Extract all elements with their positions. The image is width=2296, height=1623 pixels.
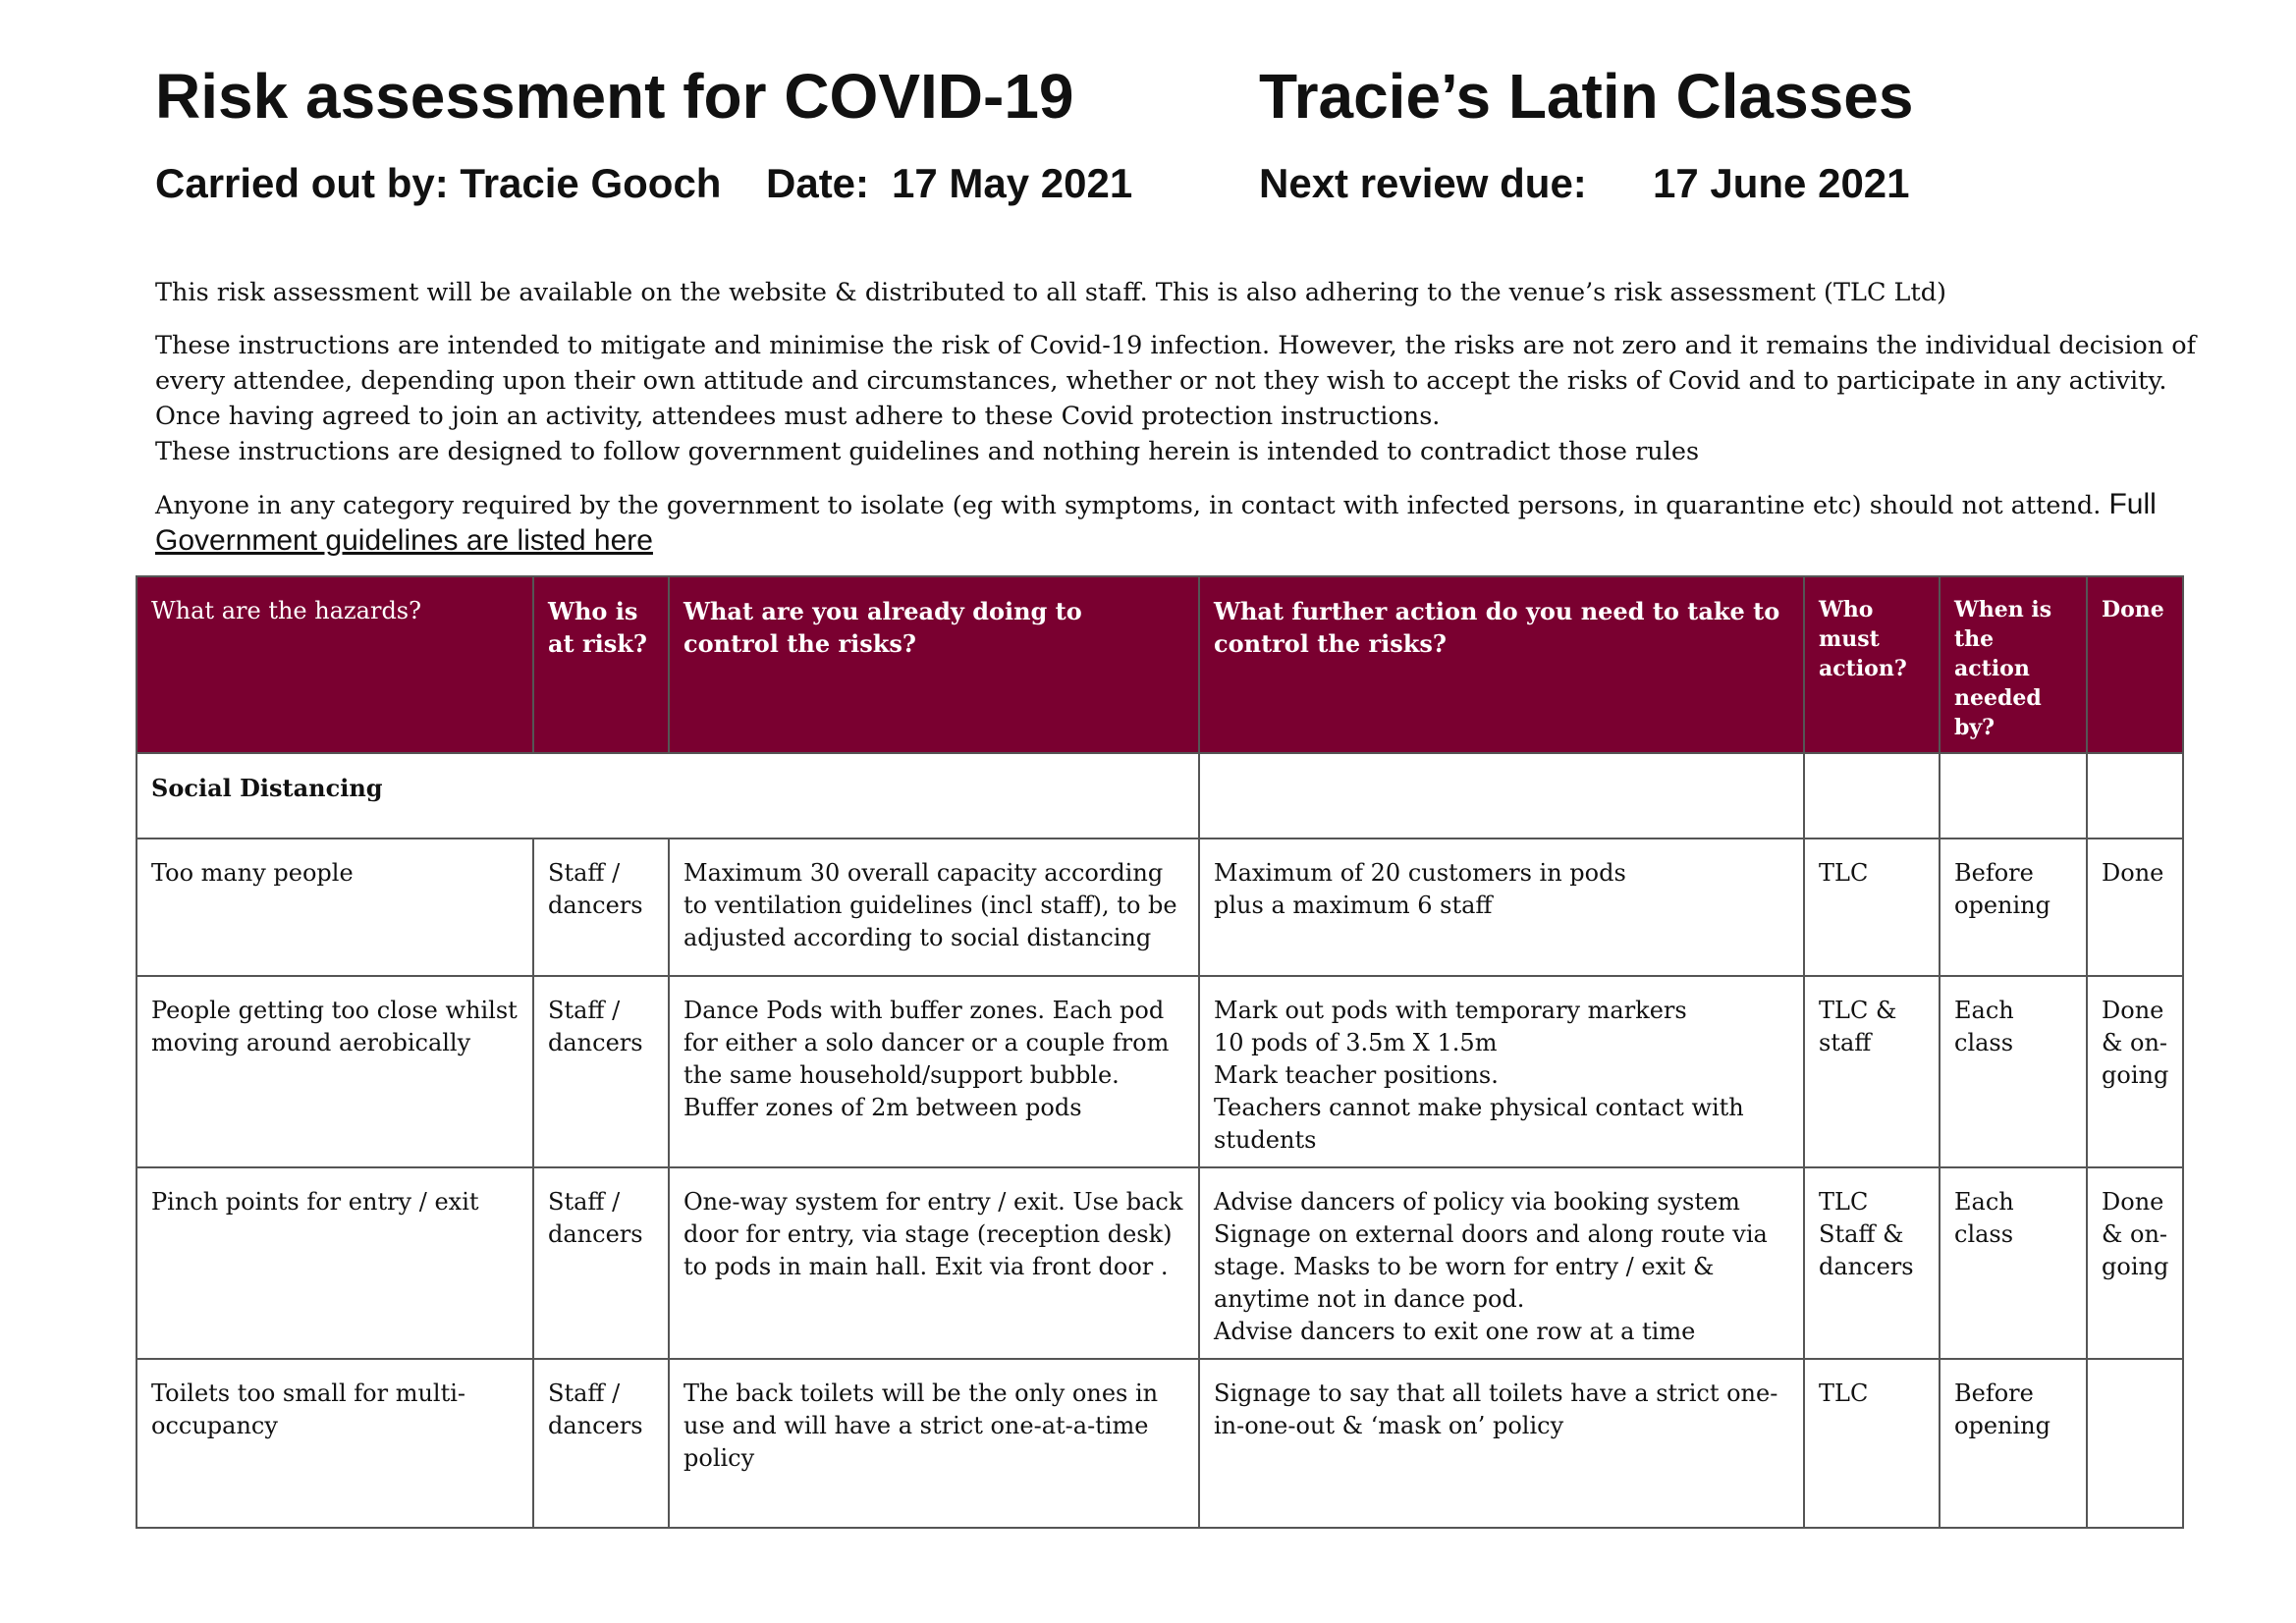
header-when-needed: When is the action needed by? <box>1940 576 2087 753</box>
current-controls-cell: Dance Pods with buffer zones. Each pod for either a solo dancer or a couple from the same household/support bubble. Buffer zones of 2m between pods <box>669 976 1199 1167</box>
further-action-line: Mark teacher positions. <box>1214 1061 1499 1089</box>
hazard-cell: People getting too close whilst moving around aerobically <box>137 976 533 1167</box>
table-row <box>137 976 2183 1167</box>
who-at-risk-cell: Staff / dancers <box>533 976 669 1167</box>
current-controls-cell: The back toilets will be the only ones in use and will have a strict one-at-a-time policy <box>669 1359 1199 1528</box>
intro-text: Anyone in any category required by the government to isolate (eg with symptoms, in contact with infected persons, in quarantine etc) should not attend. <box>155 491 2102 520</box>
risk-assessment-table <box>136 575 2184 1529</box>
government-guidelines-link[interactable]: Government guidelines are listed here <box>155 524 653 557</box>
header-who-must-action: Who must action? <box>1804 576 1940 753</box>
further-action-line: Mark out pods with temporary markers <box>1214 997 1687 1024</box>
when-needed-cell: Before opening <box>1940 839 2087 976</box>
who-must-action-cell: TLC <box>1804 1359 1940 1528</box>
further-action-line: Teachers cannot make physical contact with students <box>1214 1094 1744 1154</box>
further-action-line: 10 pods of 3.5m X 1.5m <box>1214 1029 1498 1056</box>
who-must-action-cell: TLC Staff & dancers <box>1804 1167 1940 1359</box>
empty-cell <box>1804 753 1940 839</box>
intro-text-full: Full <box>2108 488 2157 520</box>
intro-paragraph-instructions <box>155 328 2198 469</box>
done-cell: Done <box>2087 839 2183 976</box>
further-action-line: plus a maximum 6 staff <box>1214 892 1493 919</box>
intro-text: These instructions are intended to mitigate and minimise the risk of Covid-19 infection. However, the risks are not zero and it remains the individual decision of every attendee, depending upon their own attitude and circumstances, whether or not they wish to accept the risks of Covid and to participate in any activity. Once having agreed to join an activity, attendees must adhere to these Covid protection instructions. <box>155 331 2197 431</box>
table-header-row <box>137 576 2183 753</box>
header-hazards: What are the hazards? <box>137 576 533 753</box>
intro-paragraph-availability <box>155 275 2198 310</box>
further-action-line: Signage on external doors and along route via stage. Masks to be worn for entry / exit & anytime not in dance pod. <box>1214 1220 1768 1313</box>
done-cell: Done & on-going <box>2087 1167 2183 1359</box>
done-cell <box>2087 1359 2183 1528</box>
empty-cell <box>1940 753 2087 839</box>
when-needed-cell: Each class <box>1940 1167 2087 1359</box>
who-must-action-cell: TLC <box>1804 839 1940 976</box>
empty-cell <box>1199 753 1804 839</box>
who-at-risk-cell: Staff / dancers <box>533 839 669 976</box>
who-must-action-cell: TLC & staff <box>1804 976 1940 1167</box>
further-action-line: Advise dancers to exit one row at a time <box>1214 1318 1696 1345</box>
date-label: Date: <box>766 160 870 206</box>
further-action-cell <box>1199 839 1804 976</box>
section-row <box>137 753 2183 839</box>
when-needed-cell: Each class <box>1940 976 2087 1167</box>
hazard-cell: Pinch points for entry / exit <box>137 1167 533 1359</box>
next-review-value: 17 June 2021 <box>1653 160 1910 206</box>
further-action-cell <box>1199 976 1804 1167</box>
who-at-risk-cell: Staff / dancers <box>533 1167 669 1359</box>
intro-text: These instructions are designed to follow government guidelines and nothing herein is intended to contradict those rules <box>155 437 1700 466</box>
when-needed-cell: Before opening <box>1940 1359 2087 1528</box>
further-action-cell <box>1199 1359 1804 1528</box>
table-row <box>137 1359 2183 1528</box>
further-action-cell <box>1199 1167 1804 1359</box>
further-action-line: Signage to say that all toilets have a strict one-in-one-out & ‘mask on’ policy <box>1214 1380 1778 1439</box>
header-current-controls: What are you already doing to control the risks? <box>669 576 1199 753</box>
done-cell: Done & on-going <box>2087 976 2183 1167</box>
current-controls-cell: One-way system for entry / exit. Use back door for entry, via stage (reception desk) to pods in main hall. Exit via front door . <box>669 1167 1199 1359</box>
header-further-action: What further action do you need to take to control the risks? <box>1199 576 1804 753</box>
current-controls-cell: Maximum 30 overall capacity according to ventilation guidelines (incl staff), to be adjusted according to social distancing <box>669 839 1199 976</box>
date-value: 17 May 2021 <box>892 160 1133 206</box>
next-review-label: Next review due: <box>1259 160 1587 206</box>
carried-out-by: Carried out by: Tracie Gooch <box>155 160 722 206</box>
table-row <box>137 839 2183 976</box>
hazard-cell: Toilets too small for multi-occupancy <box>137 1359 533 1528</box>
hazard-cell: Too many people <box>137 839 533 976</box>
further-action-line: Maximum of 20 customers in pods <box>1214 859 1626 887</box>
document-title: Risk assessment for COVID-19 <box>155 61 1074 132</box>
intro-paragraph-isolation <box>155 487 2198 560</box>
empty-cell <box>2087 753 2183 839</box>
intro-text: This risk assessment will be available on the website & distributed to all staff. This is also adhering to the venue’s risk assessment (TLC Ltd) <box>155 278 1947 307</box>
organisation-title: Tracie’s Latin Classes <box>1259 61 1914 132</box>
further-action-line: Advise dancers of policy via booking system <box>1214 1188 1740 1216</box>
table-row <box>137 1167 2183 1359</box>
who-at-risk-cell: Staff / dancers <box>533 1359 669 1528</box>
header-done: Done <box>2087 576 2183 753</box>
section-title-social-distancing: Social Distancing <box>137 753 1199 839</box>
header-who-at-risk: Who is at risk? <box>533 576 669 753</box>
